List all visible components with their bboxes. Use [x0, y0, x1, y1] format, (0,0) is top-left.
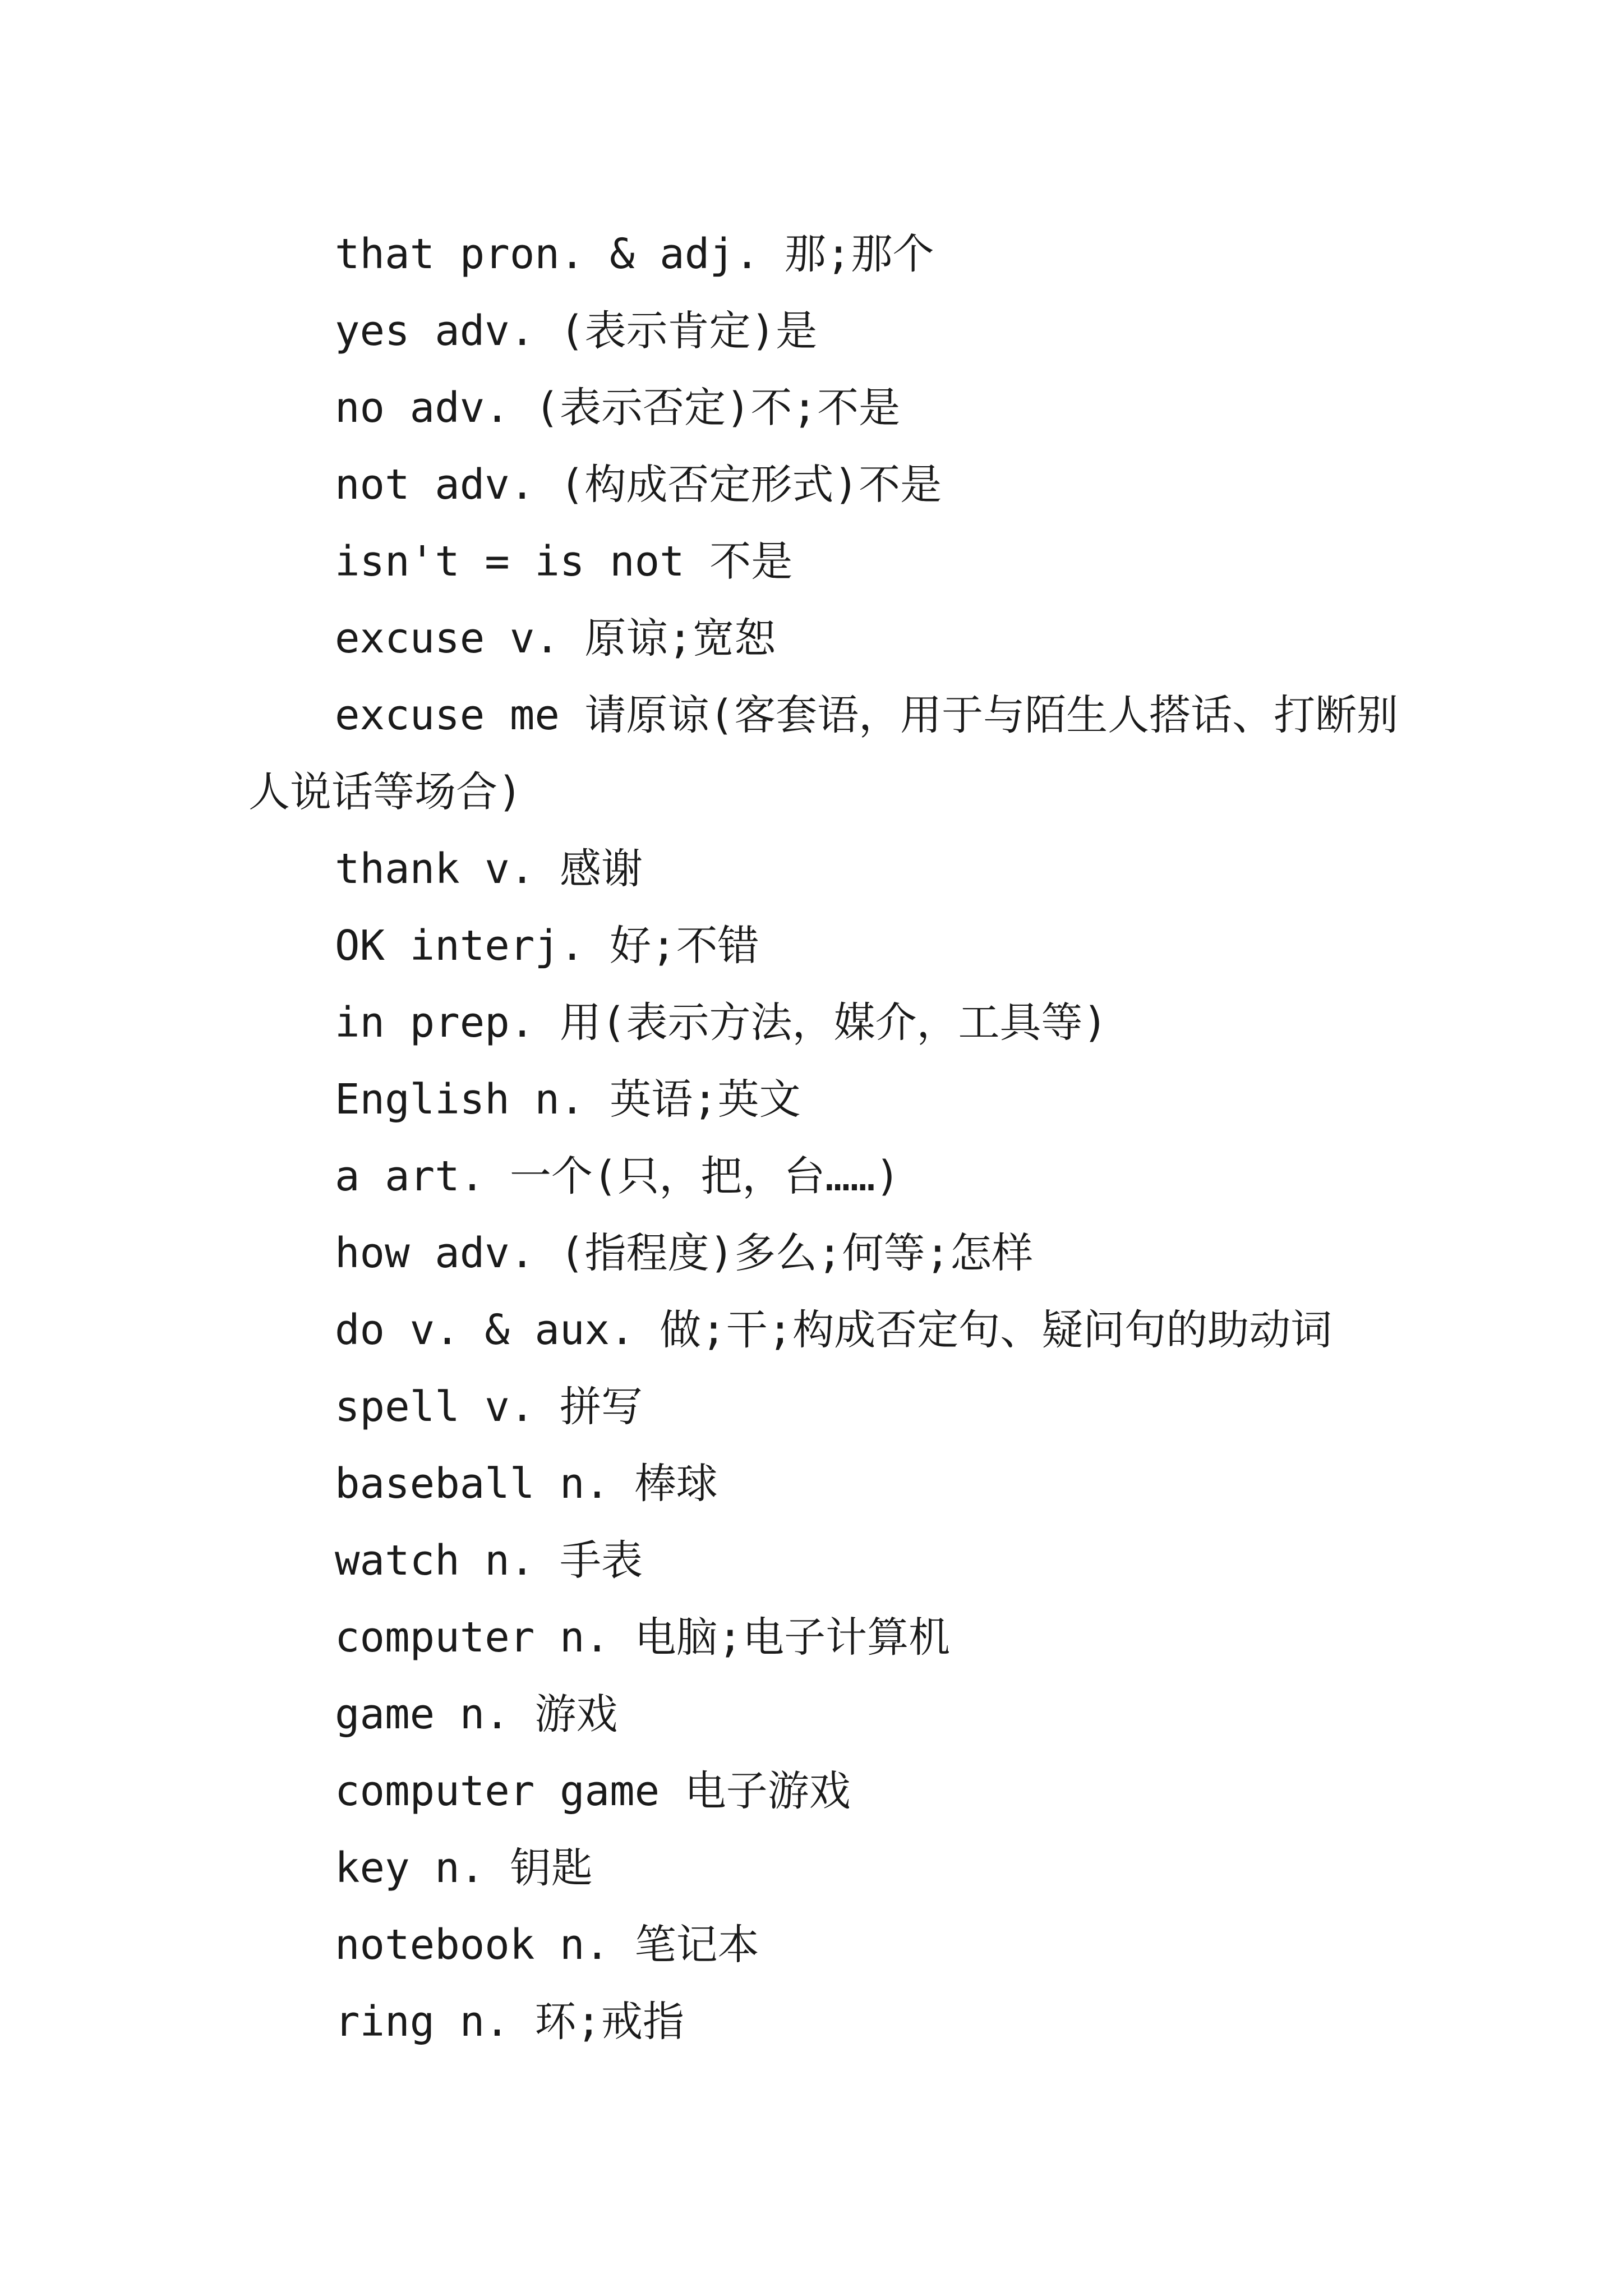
vocab-entry-in: in prep. 用(表示方法，媒介，工具等): [335, 999, 1108, 1047]
vocab-entry-baseball: baseball n. 棒球: [335, 1460, 718, 1508]
vocab-entry-not: not adv. (构成否定形式)不是: [335, 461, 942, 509]
vocab-entry-excuse-me: excuse me 请原谅(客套语，用于与陌生人搭话、打断别人说话等场合): [248, 691, 1399, 816]
vocab-entry-key: key n. 钥匙: [335, 1844, 593, 1892]
vocab-entry-notebook: notebook n. 笔记本: [335, 1921, 759, 1969]
vocab-entry-spell: spell v. 拼写: [335, 1383, 643, 1431]
vocab-entry-that: that pron. & adj. 那;那个: [335, 230, 934, 278]
vocab-entry-watch: watch n. 手表: [335, 1536, 643, 1585]
vocab-entry-ok: OK interj. 好;不错: [335, 922, 759, 970]
vocab-entry-game: game n. 游戏: [335, 1690, 618, 1738]
vocab-entry-a: a art. 一个(只，把，台……): [335, 1152, 901, 1200]
vocab-entry-isnt: isn't = is not 不是: [335, 537, 793, 586]
vocab-entry-do: do v. & aux. 做;干;构成否定句、疑问句的助动词: [335, 1306, 1332, 1354]
vocab-entry-no: no adv. (表示否定)不;不是: [335, 384, 901, 432]
vocab-entry-computer: computer n. 电脑;电子计算机: [335, 1613, 951, 1662]
vocab-entry-english: English n. 英语;英文: [335, 1075, 801, 1124]
vocab-entry-thank: thank v. 感谢: [335, 845, 643, 893]
vocabulary-list: [248, 216, 1404, 2060]
vocab-entry-yes: yes adv. (表示肯定)是: [335, 307, 818, 355]
vocab-entry-excuse: excuse v. 原谅;宽恕: [335, 614, 776, 662]
vocab-entry-computer-game: computer game 电子游戏: [335, 1767, 851, 1815]
vocab-entry-how: how adv. (指程度)多么;何等;怎样: [335, 1229, 1034, 1277]
vocab-entry-ring: ring n. 环;戒指: [335, 1998, 684, 2046]
